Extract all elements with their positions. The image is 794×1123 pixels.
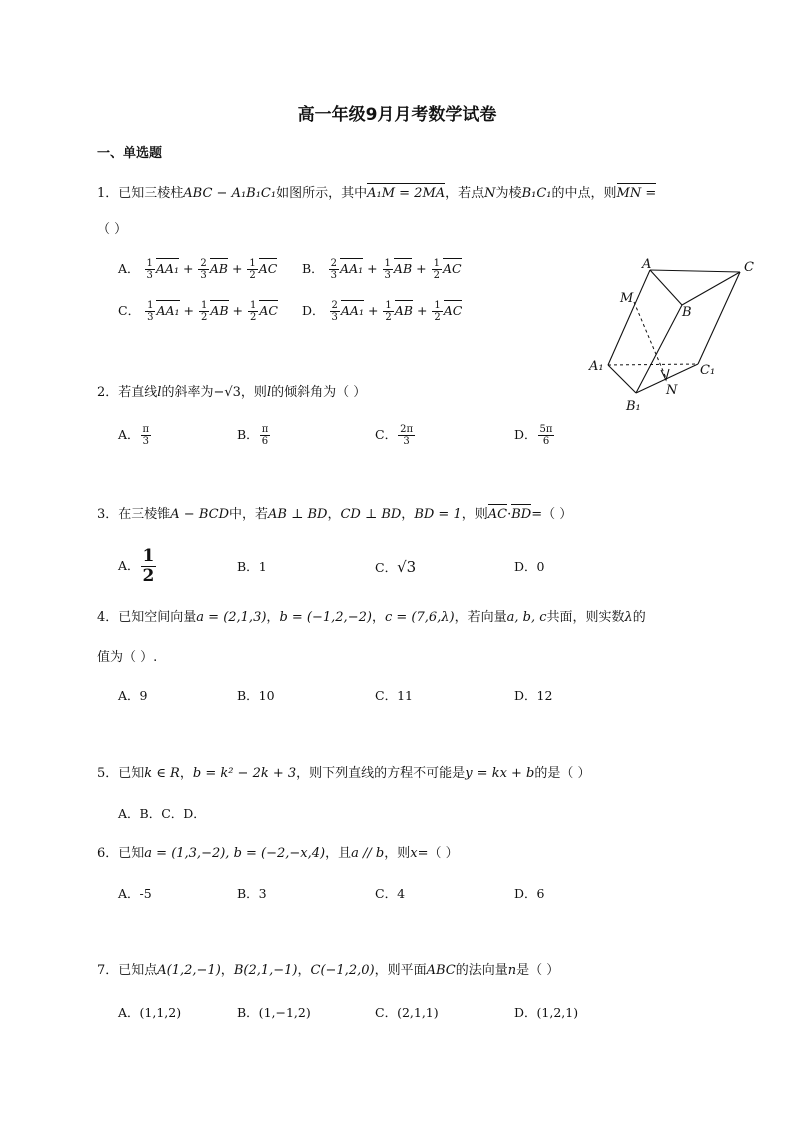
q3-option-d: D．0 [514, 559, 545, 574]
q3-option-a: A． $\frac{1}{2}$ [118, 546, 155, 586]
question-1-paren: （ ） [97, 222, 128, 237]
q7-option-d: D．(1,2,1) [514, 1005, 579, 1020]
q1-option-b: B． $\frac{2}{3}$ AA₁ + $\frac{1}{3}$ AB + $\frac{1}{2}$ AC [302, 258, 462, 281]
q2-option-a: A． $\frac{\pi}{3}$ [118, 424, 150, 447]
question-7-stem: 7．已知点A(1,2,−1)，B(2,1,−1)，C(−1,2,0)，则平面ABC的法向量n是（ ） [97, 963, 560, 978]
q2-option-d: D． $\frac{5\pi}{6}$ [514, 424, 553, 447]
question-1-stem: 1．已知三棱柱ABC − A₁B₁C₁如图所示，其中A₁M = 2MA，若点N为棱B₁C₁的中点，则MN = [97, 184, 656, 204]
q3-option-b: B．1 [237, 559, 267, 574]
vector-a1m-eq: A₁M = 2MA [367, 184, 445, 204]
label-a1: A₁ [589, 359, 604, 374]
q5-options: A．B．C．D． [118, 806, 206, 821]
q3-option-c: C．√3 [375, 558, 417, 576]
edge-ab [650, 270, 682, 305]
q4-option-b: B．10 [237, 688, 275, 703]
edge-a1c1-hidden [608, 364, 698, 365]
label-a: A [642, 257, 652, 272]
q6-option-d: D．6 [514, 886, 545, 901]
edge-ac [650, 270, 740, 272]
section-heading: 一、单选题 [97, 146, 163, 161]
label-b1: B₁ [626, 399, 641, 414]
q7-option-a: A．(1,1,2) [118, 1005, 182, 1020]
q1-option-c: C． $\frac{1}{3}$ AA₁ + $\frac{1}{2}$ AB + $\frac{1}{2}$ AC [118, 300, 278, 323]
label-c1: C₁ [700, 363, 716, 378]
question-5-stem: 5．已知k ∈ R，b = k² − 2k + 3，则下列直线的方程不可能是y = kx + b的是（ ） [97, 766, 591, 781]
label-c: C [744, 260, 754, 275]
q6-option-c: C．4 [375, 886, 406, 901]
q4-option-d: D．12 [514, 688, 553, 703]
q1-option-a: A． $\frac{1}{3}$ AA₁ + $\frac{2}{3}$ AB + $\frac{1}{2}$ AC [118, 258, 278, 281]
vector-mn: MN = [617, 184, 657, 204]
q6-option-a: A．-5 [118, 886, 152, 901]
question-4-line2: 值为（ ）. [97, 650, 158, 665]
label-b: B [682, 305, 692, 320]
q7-option-b: B．(1,−1,2) [237, 1005, 311, 1020]
q2-option-c: C． $\frac{2\pi}{3}$ [375, 424, 414, 447]
q6-option-b: B．3 [237, 886, 267, 901]
q1-option-d: D． $\frac{2}{3}$ AA₁ + $\frac{1}{2}$ AB + $\frac{1}{2}$ AC [302, 300, 463, 323]
q7-option-c: C．(2,1,1) [375, 1005, 439, 1020]
q4-option-a: A．9 [118, 688, 148, 703]
label-m: M [620, 291, 634, 306]
question-6-stem: 6．已知a = (1,3,−2), b = (−2,−x,4)，且a // b，则x=（ ） [97, 846, 459, 861]
q4-option-c: C．11 [375, 688, 413, 703]
prism-figure [580, 250, 760, 420]
q2-option-b: B． $\frac{\pi}{6}$ [237, 424, 269, 447]
page-title: 高一年级9月月考数学试卷 [297, 105, 497, 125]
edge-a1b1 [608, 365, 636, 393]
edge-bb1 [636, 305, 682, 393]
question-3-stem: 3．在三棱锥A − BCD中，若AB ⊥ BD，CD ⊥ BD，BD = 1，则AC·BD=（ ） [97, 505, 572, 525]
edge-cc1 [698, 272, 740, 364]
edge-bc [682, 272, 740, 305]
label-n: N [666, 383, 678, 398]
question-4-stem: 4．已知空间向量a = (2,1,3)，b = (−1,2,−2)，c = (7,6,λ)，若向量a, b, c共面，则实数λ的 [97, 610, 646, 625]
edge-aa1 [608, 270, 650, 365]
question-2-stem: 2．若直线l的斜率为−√3，则l的倾斜角为（ ） [97, 385, 367, 400]
